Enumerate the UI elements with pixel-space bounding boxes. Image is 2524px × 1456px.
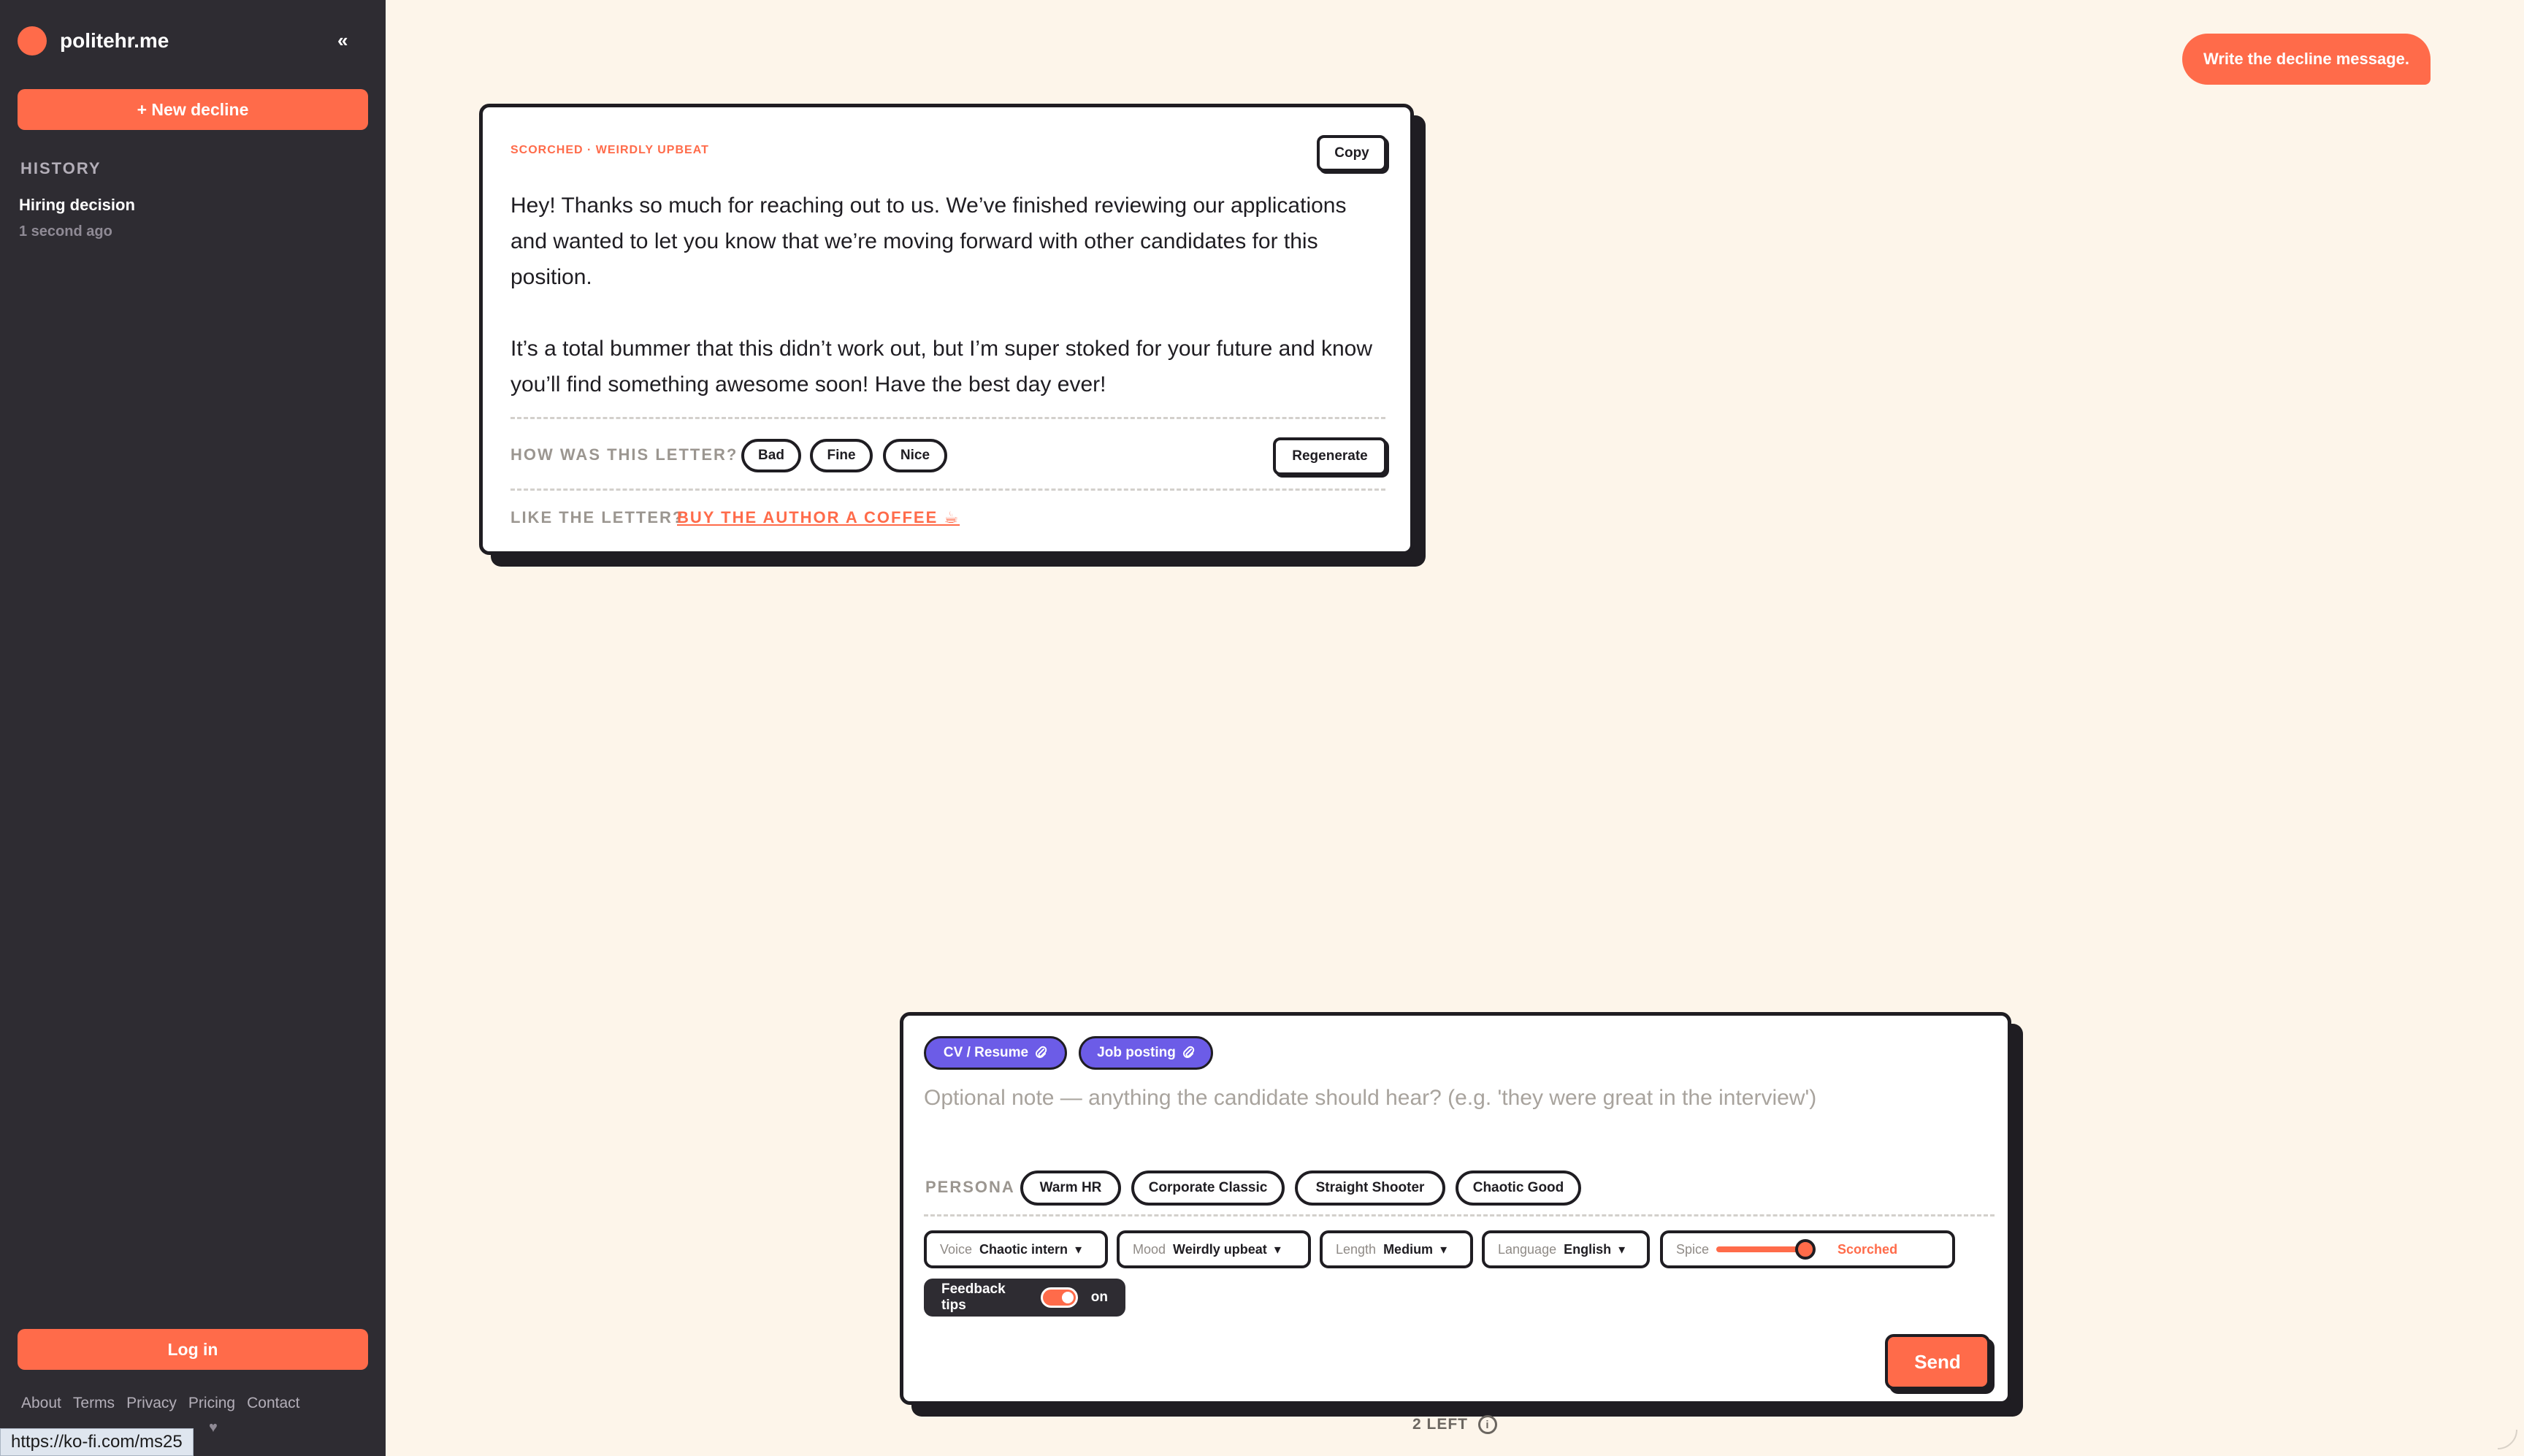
spice-value: Scorched (1837, 1241, 1898, 1257)
paperclip-icon (1036, 1046, 1047, 1060)
spice-slider-track[interactable] (1716, 1246, 1816, 1252)
voice-select[interactable] (924, 1230, 1108, 1268)
toggle-switch[interactable] (1041, 1287, 1078, 1308)
like-label: LIKE THE LETTER? (510, 508, 684, 526)
letter-paragraph: Hey! Thanks so much for reaching out to us. We’ve finished reviewing our applications and wanted to let you know that we’re moving forward with other candidates for this position. (510, 194, 1347, 289)
rating-nice-button[interactable]: Nice (883, 439, 947, 472)
feedback-tips-label: Feedback tips (941, 1281, 1006, 1313)
note-input[interactable] (924, 1086, 1990, 1137)
remaining-label: 2 LEFT (1412, 1416, 1469, 1433)
attach-cv-button[interactable] (924, 1036, 1067, 1070)
brand-logo-icon (18, 26, 47, 55)
divider (510, 417, 1385, 419)
status-bar-url: https://ko-fi.com/ms25 (0, 1428, 194, 1456)
chevron-down-icon: ▾ (1440, 1241, 1448, 1257)
spice-slider[interactable] (1660, 1230, 1955, 1268)
paperclip-icon (1183, 1046, 1195, 1060)
regenerate-button[interactable]: Regenerate (1273, 437, 1387, 475)
letter-paragraph: It’s a total bummer that this didn’t work out, but I’m super stoked for your future and know you’ll find something awesome soon! Have the best day ever! (510, 337, 1373, 396)
toggle-knob (1062, 1292, 1074, 1303)
length-select[interactable] (1320, 1230, 1473, 1268)
chevron-down-icon: ▾ (1274, 1241, 1281, 1257)
letter-body (510, 188, 1380, 438)
divider (510, 488, 1385, 491)
footer-link-contact[interactable]: Contact (247, 1395, 300, 1411)
info-icon[interactable]: i (1478, 1415, 1497, 1434)
brand[interactable] (18, 26, 169, 55)
attach-cv-label: CV / Resume (943, 1045, 1029, 1060)
remaining-count (1412, 1415, 1497, 1434)
mood-value: Weirdly upbeat (1173, 1241, 1267, 1257)
resize-handle-icon[interactable] (2490, 1422, 2520, 1452)
buy-coffee-link[interactable]: BUY THE AUTHOR A COFFEE ☕ (677, 508, 960, 526)
sidebar (0, 0, 386, 1456)
footer-link-about[interactable]: About (21, 1395, 61, 1411)
brand-name: politehr.me (60, 29, 169, 52)
chevron-down-icon: ▾ (1075, 1241, 1082, 1257)
persona-straight-shooter-button[interactable]: Straight Shooter (1295, 1170, 1445, 1206)
voice-value: Chaotic intern (979, 1241, 1068, 1257)
collapse-sidebar-icon[interactable]: « (337, 29, 348, 51)
length-value: Medium (1383, 1241, 1434, 1257)
history-heading: HISTORY (20, 159, 102, 177)
mood-select[interactable] (1117, 1230, 1311, 1268)
language-select[interactable] (1482, 1230, 1650, 1268)
language-value: English (1564, 1241, 1612, 1257)
letter-tag: SCORCHED · WEIRDLY UPBEAT (510, 144, 709, 156)
mood-label: Mood (1133, 1241, 1166, 1257)
spice-label: Spice (1676, 1241, 1710, 1257)
footer-link-privacy[interactable]: Privacy (126, 1395, 177, 1411)
letter-card (479, 104, 1414, 555)
chevron-down-icon: ▾ (1618, 1241, 1626, 1257)
feedback-tips-toggle[interactable] (924, 1279, 1125, 1317)
persona-corporate-classic-button[interactable]: Corporate Classic (1131, 1170, 1285, 1206)
voice-label: Voice (940, 1241, 973, 1257)
length-label: Length (1336, 1241, 1377, 1257)
footer-link-pricing[interactable]: Pricing (188, 1395, 236, 1411)
footer-link-terms[interactable]: Terms (72, 1395, 115, 1411)
feedback-tips-state: on (1090, 1290, 1108, 1305)
heart-icon: ♥ (209, 1419, 218, 1436)
footer-links (21, 1395, 300, 1412)
persona-warm-hr-button[interactable]: Warm HR (1020, 1170, 1121, 1206)
persona-chaotic-good-button[interactable]: Chaotic Good (1456, 1170, 1581, 1206)
history-item-time: 1 second ago (19, 223, 112, 240)
rating-label: HOW WAS THIS LETTER? (510, 445, 738, 464)
history-item[interactable] (19, 196, 135, 240)
composer (900, 1012, 2011, 1405)
rating-bad-button[interactable]: Bad (741, 439, 801, 472)
new-decline-button[interactable]: + New decline (18, 89, 368, 130)
persona-label: PERSONA (925, 1178, 1015, 1196)
divider (924, 1214, 1995, 1216)
history-item-title: Hiring decision (19, 196, 135, 214)
attach-job-posting-label: Job posting (1097, 1045, 1176, 1060)
user-message-bubble: Write the decline message. (2182, 34, 2431, 85)
login-button[interactable]: Log in (18, 1329, 368, 1370)
send-button[interactable]: Send (1885, 1334, 1990, 1390)
language-label: Language (1498, 1241, 1557, 1257)
spice-slider-handle[interactable] (1795, 1239, 1816, 1260)
attach-job-posting-button[interactable] (1079, 1036, 1213, 1070)
rating-fine-button[interactable]: Fine (810, 439, 873, 472)
copy-button[interactable]: Copy (1317, 135, 1387, 172)
